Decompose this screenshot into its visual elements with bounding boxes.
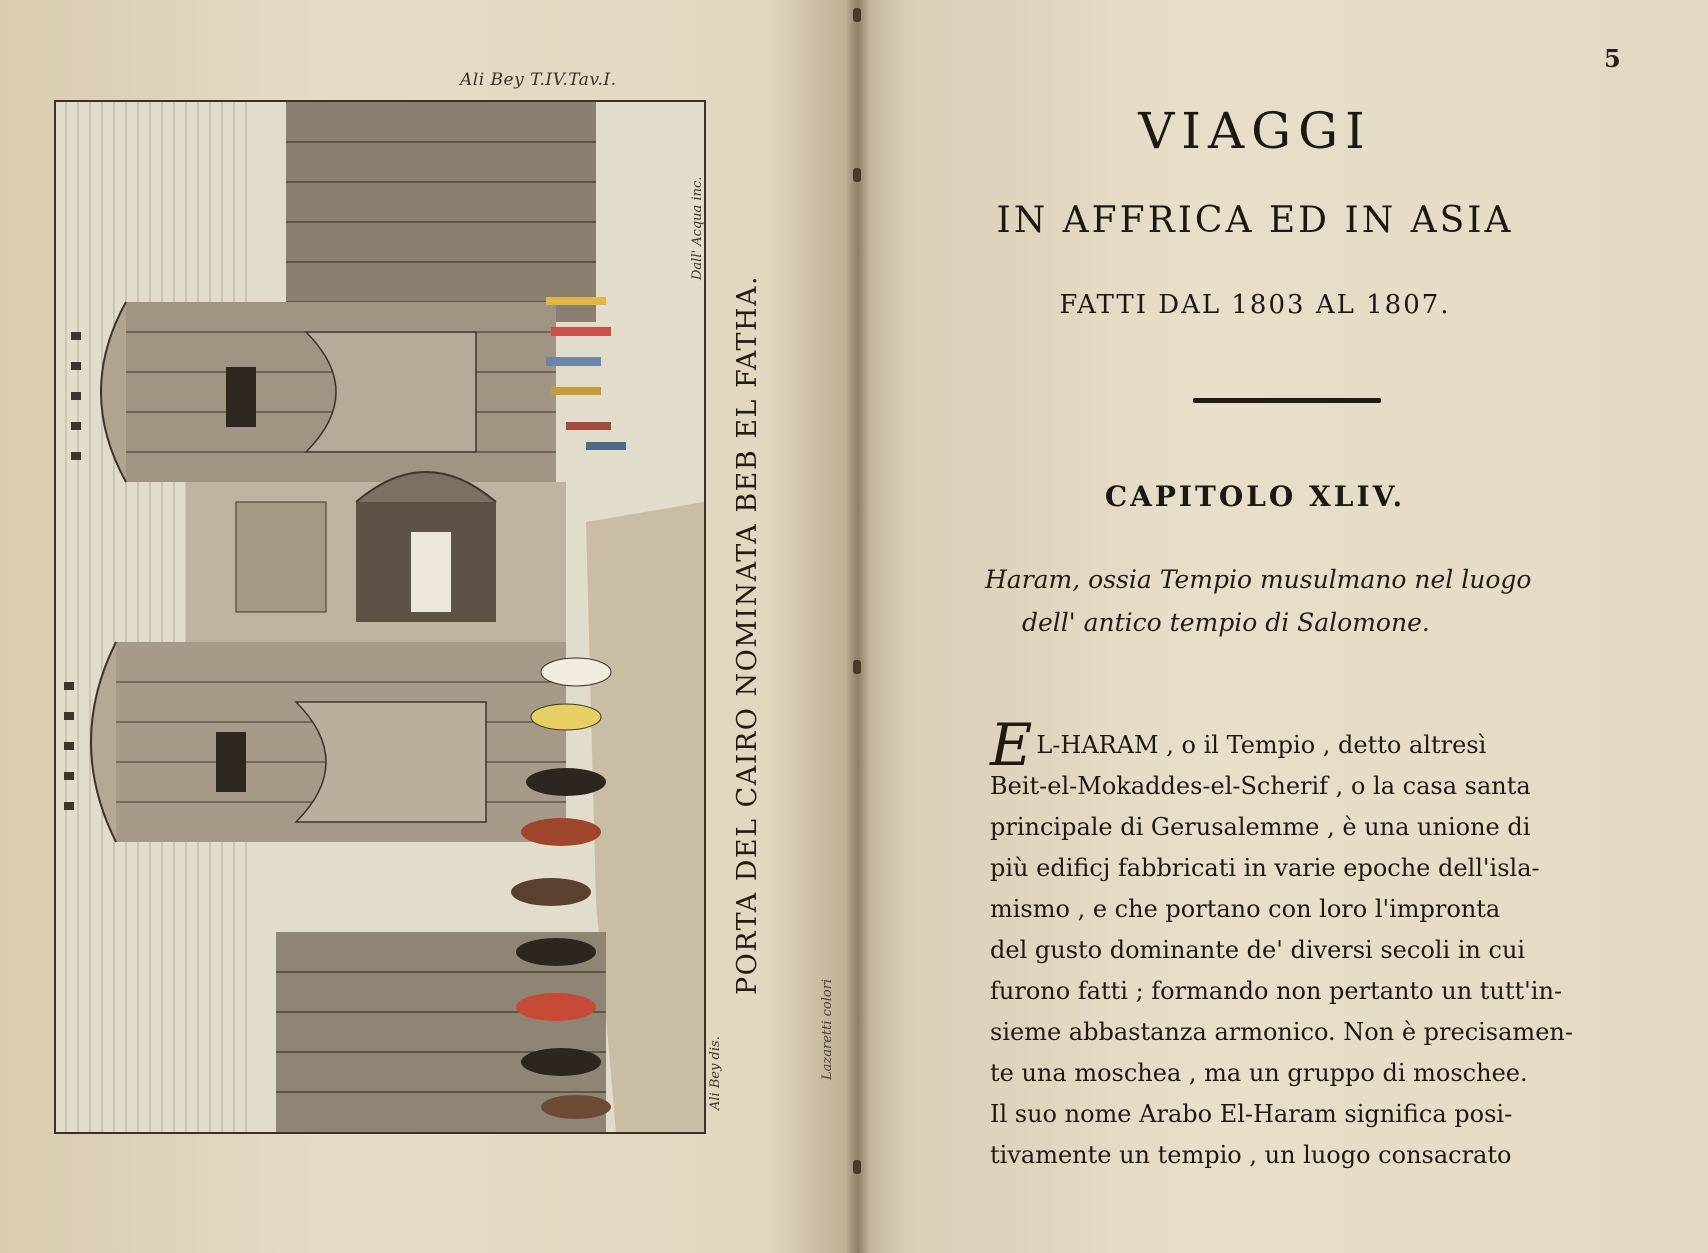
engraver-credit: Dall' Acqua inc.	[690, 176, 705, 280]
text-line: sieme abbastanza armonico. Non è precisamen-	[990, 1018, 1573, 1046]
binding-stitch	[853, 660, 861, 674]
chapter-heading: CAPITOLO XLIV.	[1104, 480, 1406, 513]
text-line: furono fatti ; formando non pertanto un tutt'in-	[990, 977, 1563, 1005]
drop-cap: E	[990, 711, 1033, 779]
text-line: del gusto dominante de' diversi secoli in cui	[990, 936, 1526, 964]
text-line: E L-HARAM , o il Tempio , detto altresì	[990, 711, 1487, 779]
engraving-plate	[54, 100, 706, 1134]
chapter-summary-line: dell' antico tempio di Salomone.	[1022, 608, 1430, 637]
text-line: mismo , e che portano con loro l'impronta	[990, 895, 1501, 923]
page-number: 5	[1604, 44, 1621, 73]
plate-label: Ali Bey T.IV.Tav.I.	[460, 70, 617, 90]
text-line: Beit-el-Mokaddes-el-Scherif , o la casa santa	[990, 772, 1531, 800]
book-gutter	[846, 0, 870, 1253]
text-line: principale di Gerusalemme , è una unione di	[990, 813, 1531, 841]
body-text	[990, 711, 1600, 1176]
colorist-credit: Lazaretti colori	[820, 978, 835, 1080]
text-line: Il suo nome Arabo El-Haram significa posi-	[990, 1100, 1513, 1128]
book-dates: FATTI DAL 1803 AL 1807.	[1059, 290, 1451, 320]
book-subtitle: IN AFFRICA ED IN ASIA	[996, 200, 1514, 241]
binding-stitch	[853, 168, 861, 182]
binding-stitch	[853, 8, 861, 22]
city-gate-engraving	[56, 102, 704, 1132]
plate-caption: PORTA DEL CAIRO NOMINATA BEB EL FATHA.	[732, 274, 763, 995]
binding-stitch	[853, 1160, 861, 1174]
book-title: VIAGGI	[1138, 102, 1372, 160]
draughtsman-credit: Ali Bey dis.	[708, 1036, 723, 1110]
chapter-summary-line: Haram, ossia Tempio musulmano nel luogo	[985, 565, 1532, 594]
text-line: te una moschea , ma un gruppo di moschee.	[990, 1059, 1528, 1087]
text-line: tivamente un tempio , un luogo consacrato	[990, 1141, 1512, 1169]
text-line: più edificj fabbricati in varie epoche dell'isla-	[990, 854, 1540, 882]
title-rule	[1193, 398, 1381, 403]
